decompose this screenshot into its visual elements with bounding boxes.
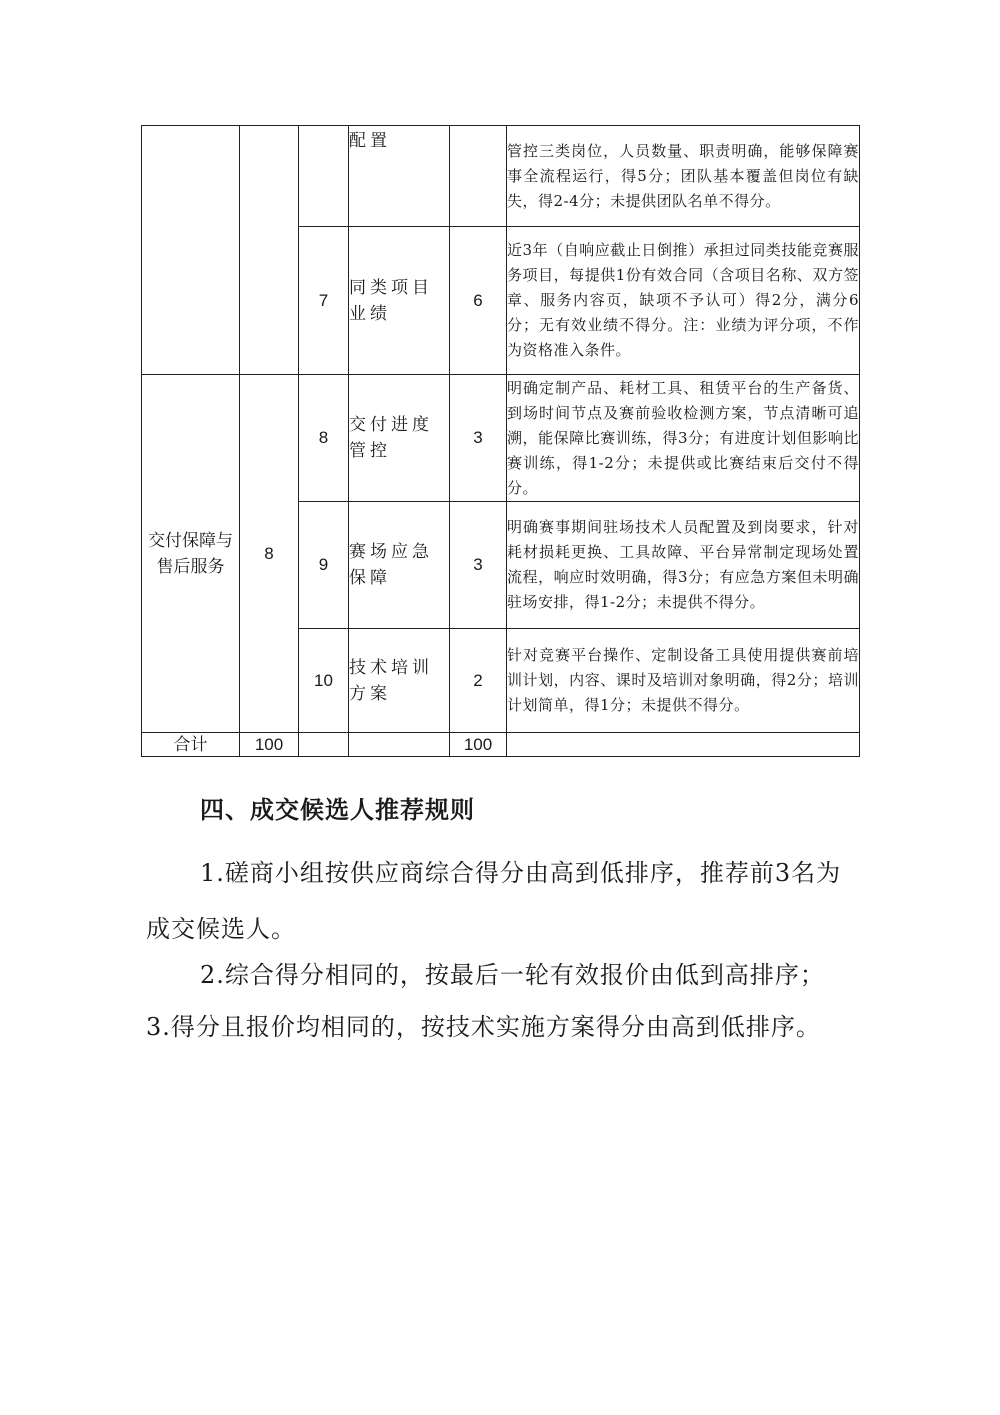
desc-cell: 近3年（自响应截止日倒推）承担过同类技能竞赛服务项目，每提供1份有效合同（含项目名称、双方签章、服务内容页，缺项不予认可）得2分，满分6分；无有效业绩不得分。注：业绩为评分项，不作为资格准入条件。 — [507, 227, 860, 375]
score-cell — [450, 126, 507, 227]
no-cell — [299, 126, 349, 227]
desc-cell: 针对竞赛平台操作、定制设备工具使用提供赛前培训计划，内容、课时及培训对象明确，得2分；培训计划简单，得1分；未提供不得分。 — [507, 629, 860, 733]
empty-cell — [299, 733, 349, 757]
item-cell: 同类项目业绩 — [349, 227, 450, 375]
desc-cell: 管控三类岗位，人员数量、职责明确，能够保障赛事全流程运行，得5分；团队基本覆盖但岗位有缺失，得2-4分；未提供团队名单不得分。 — [507, 126, 860, 227]
category-score-cell: 8 — [240, 375, 299, 733]
no-cell: 10 — [299, 629, 349, 733]
item-cell: 技术培训方案 — [349, 629, 450, 733]
no-cell: 7 — [299, 227, 349, 375]
table-row — [142, 375, 860, 502]
desc-cell: 明确赛事期间驻场技术人员配置及到岗要求，针对耗材损耗更换、工具故障、平台异常制定现场处置流程，响应时效明确，得3分；有应急方案但未明确驻场安排，得1-2分；未提供不得分。 — [507, 502, 860, 629]
scoring-table — [141, 125, 860, 757]
rule-paragraph-2: 2.综合得分相同的，按最后一轮有效报价由低到高排序； — [200, 961, 825, 989]
empty-cell — [349, 733, 450, 757]
no-cell: 8 — [299, 375, 349, 502]
total-label: 合计 — [142, 733, 240, 757]
item-cell: 交付进度管控 — [349, 375, 450, 502]
no-cell: 9 — [299, 502, 349, 629]
category-score-cell-continued — [240, 126, 299, 375]
category-cell-continued — [142, 126, 240, 375]
score-cell: 3 — [450, 375, 507, 502]
rule-paragraph-1: 1.磋商小组按供应商综合得分由高到低排序，推荐前3名为成交候选人。 — [146, 859, 842, 943]
total-row — [142, 733, 860, 757]
empty-cell — [507, 733, 860, 757]
table-row — [142, 126, 860, 227]
desc-cell: 明确定制产品、耗材工具、租赁平台的生产备货、到场时间节点及赛前验收检测方案，节点清晰可追溯，能保障比赛训练，得3分；有进度计划但影响比赛训练，得1-2分；未提供或比赛结束后交付不得分。 — [507, 375, 860, 502]
total-item-score: 100 — [450, 733, 507, 757]
score-cell: 3 — [450, 502, 507, 629]
total-score: 100 — [240, 733, 299, 757]
score-cell: 2 — [450, 629, 507, 733]
category-cell: 交付保障与售后服务 — [142, 375, 240, 733]
item-cell: 赛场应急保障 — [349, 502, 450, 629]
item-cell: 配置 — [349, 126, 450, 227]
section-heading: 四、成交候选人推荐规则 — [200, 796, 475, 824]
rule-paragraph-3: 3.得分且报价均相同的，按技术实施方案得分由高到低排序。 — [146, 1013, 821, 1041]
score-cell: 6 — [450, 227, 507, 375]
